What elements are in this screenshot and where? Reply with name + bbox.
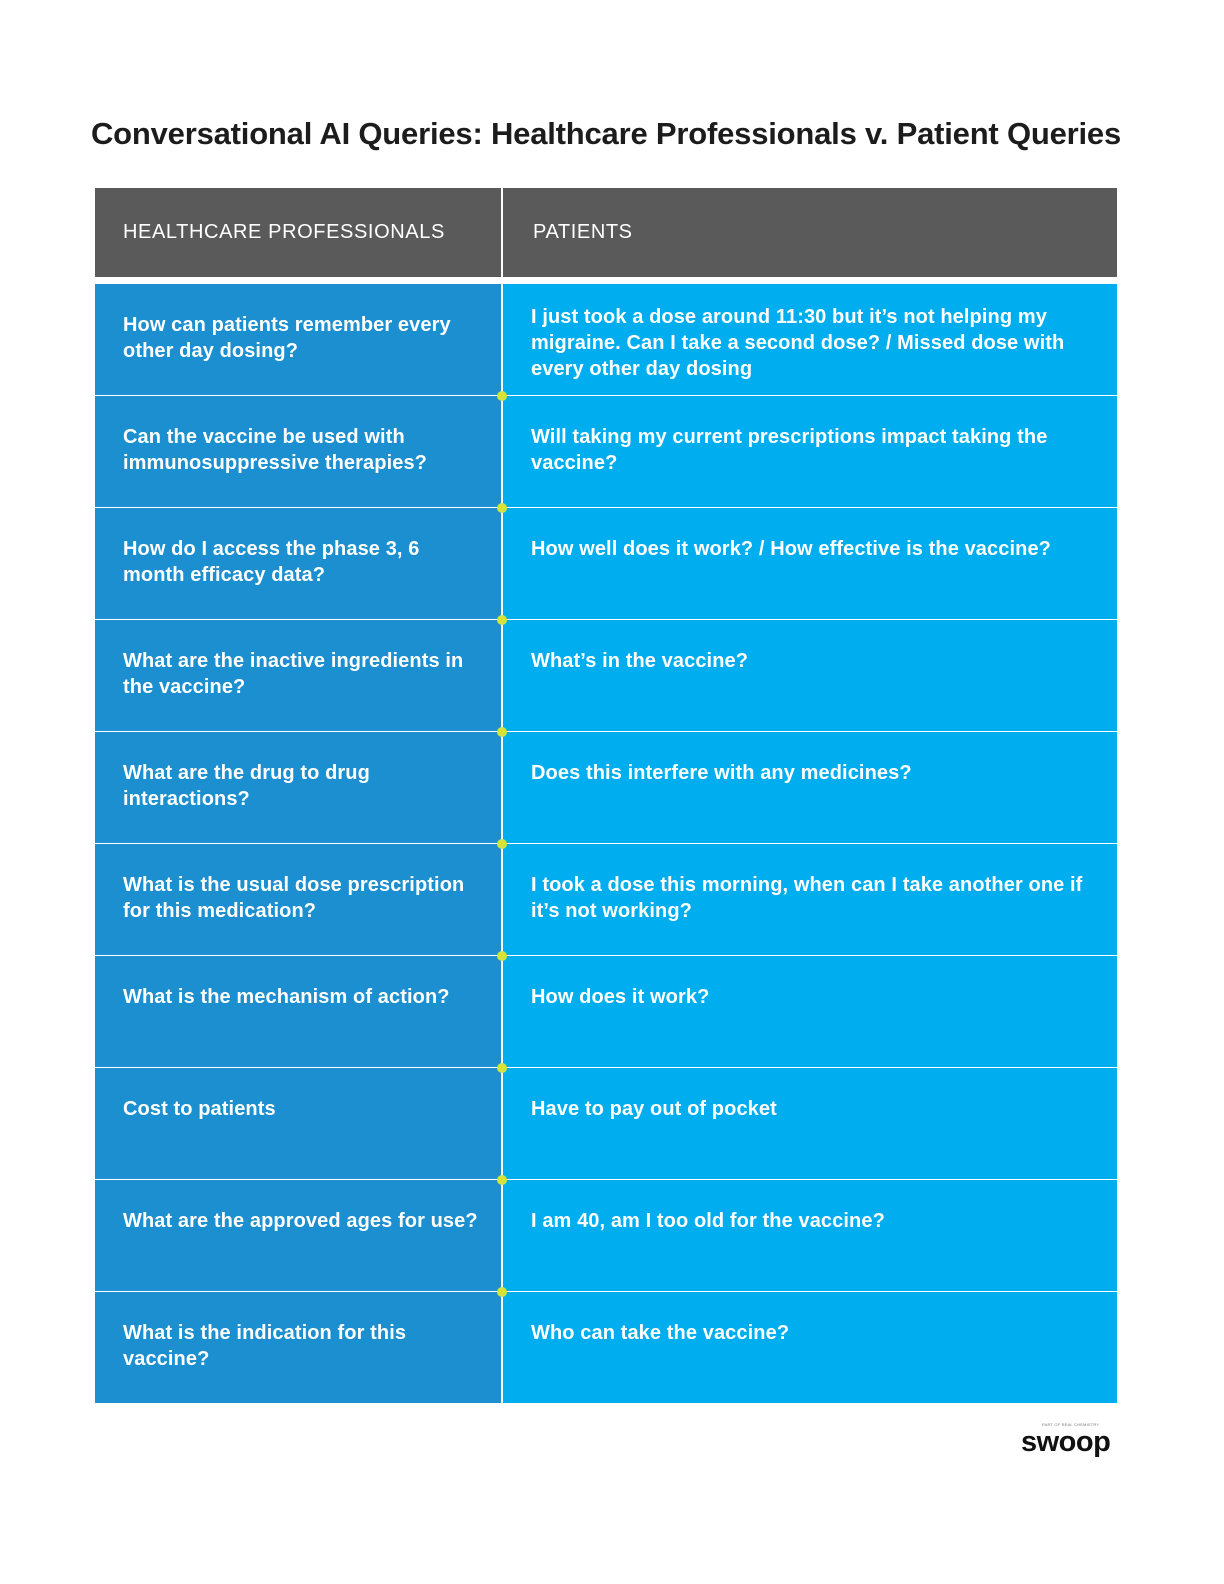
row-divider-dot	[497, 1287, 507, 1297]
table-header	[95, 188, 1117, 277]
row-divider-dot	[497, 951, 507, 961]
professional-query: What is the mechanism of action?	[95, 956, 503, 1067]
row-divider-dot	[497, 839, 507, 849]
professional-query: How can patients remember every other day dosing?	[95, 284, 503, 395]
table-row	[95, 284, 1117, 396]
table-row	[95, 1180, 1117, 1292]
patient-query: I just took a dose around 11:30 but it’s not helping my migraine. Can I take a second dose? / Missed dose with every other day dosing	[503, 284, 1117, 395]
table-row	[95, 1068, 1117, 1180]
row-divider-dot	[497, 503, 507, 513]
row-divider-dot	[497, 1175, 507, 1185]
table-row	[95, 620, 1117, 732]
patient-query: I took a dose this morning, when can I take another one if it’s not working?	[503, 844, 1117, 955]
professional-query: What are the drug to drug interactions?	[95, 732, 503, 843]
swoop-logo	[1018, 1418, 1118, 1462]
table-row	[95, 844, 1117, 956]
table-row	[95, 1292, 1117, 1403]
comparison-table	[95, 188, 1117, 1403]
patient-query: What’s in the vaccine?	[503, 620, 1117, 731]
patient-query: Who can take the vaccine?	[503, 1292, 1117, 1403]
logo-tagline: PART OF REAL CHEMISTRY	[1042, 1422, 1100, 1427]
table-row	[95, 732, 1117, 844]
patient-query: Have to pay out of pocket	[503, 1068, 1117, 1179]
page-title: Conversational AI Queries: Healthcare Professionals v. Patient Queries	[90, 116, 1122, 151]
patient-query: How does it work?	[503, 956, 1117, 1067]
row-divider-dot	[497, 391, 507, 401]
patient-query: How well does it work? / How effective is the vaccine?	[503, 508, 1117, 619]
professional-query: What are the approved ages for use?	[95, 1180, 503, 1291]
patient-query: I am 40, am I too old for the vaccine?	[503, 1180, 1117, 1291]
table-row	[95, 396, 1117, 508]
patient-query: Does this interfere with any medicines?	[503, 732, 1117, 843]
professional-query: What are the inactive ingredients in the vaccine?	[95, 620, 503, 731]
professional-query: How do I access the phase 3, 6 month efficacy data?	[95, 508, 503, 619]
patient-query: Will taking my current prescriptions impact taking the vaccine?	[503, 396, 1117, 507]
professional-query: Cost to patients	[95, 1068, 503, 1179]
table-body	[95, 284, 1117, 1403]
professional-query: What is the usual dose prescription for this medication?	[95, 844, 503, 955]
header-healthcare-professionals: HEALTHCARE PROFESSIONALS	[95, 188, 503, 277]
logo-wordmark: swoop	[1021, 1426, 1111, 1458]
row-divider-dot	[497, 1063, 507, 1073]
row-divider-dot	[497, 615, 507, 625]
table-row	[95, 956, 1117, 1068]
professional-query: Can the vaccine be used with immunosuppressive therapies?	[95, 396, 503, 507]
row-divider-dot	[497, 727, 507, 737]
header-patients: PATIENTS	[533, 221, 633, 243]
professional-query: What is the indication for this vaccine?	[95, 1292, 503, 1403]
table-row	[95, 508, 1117, 620]
